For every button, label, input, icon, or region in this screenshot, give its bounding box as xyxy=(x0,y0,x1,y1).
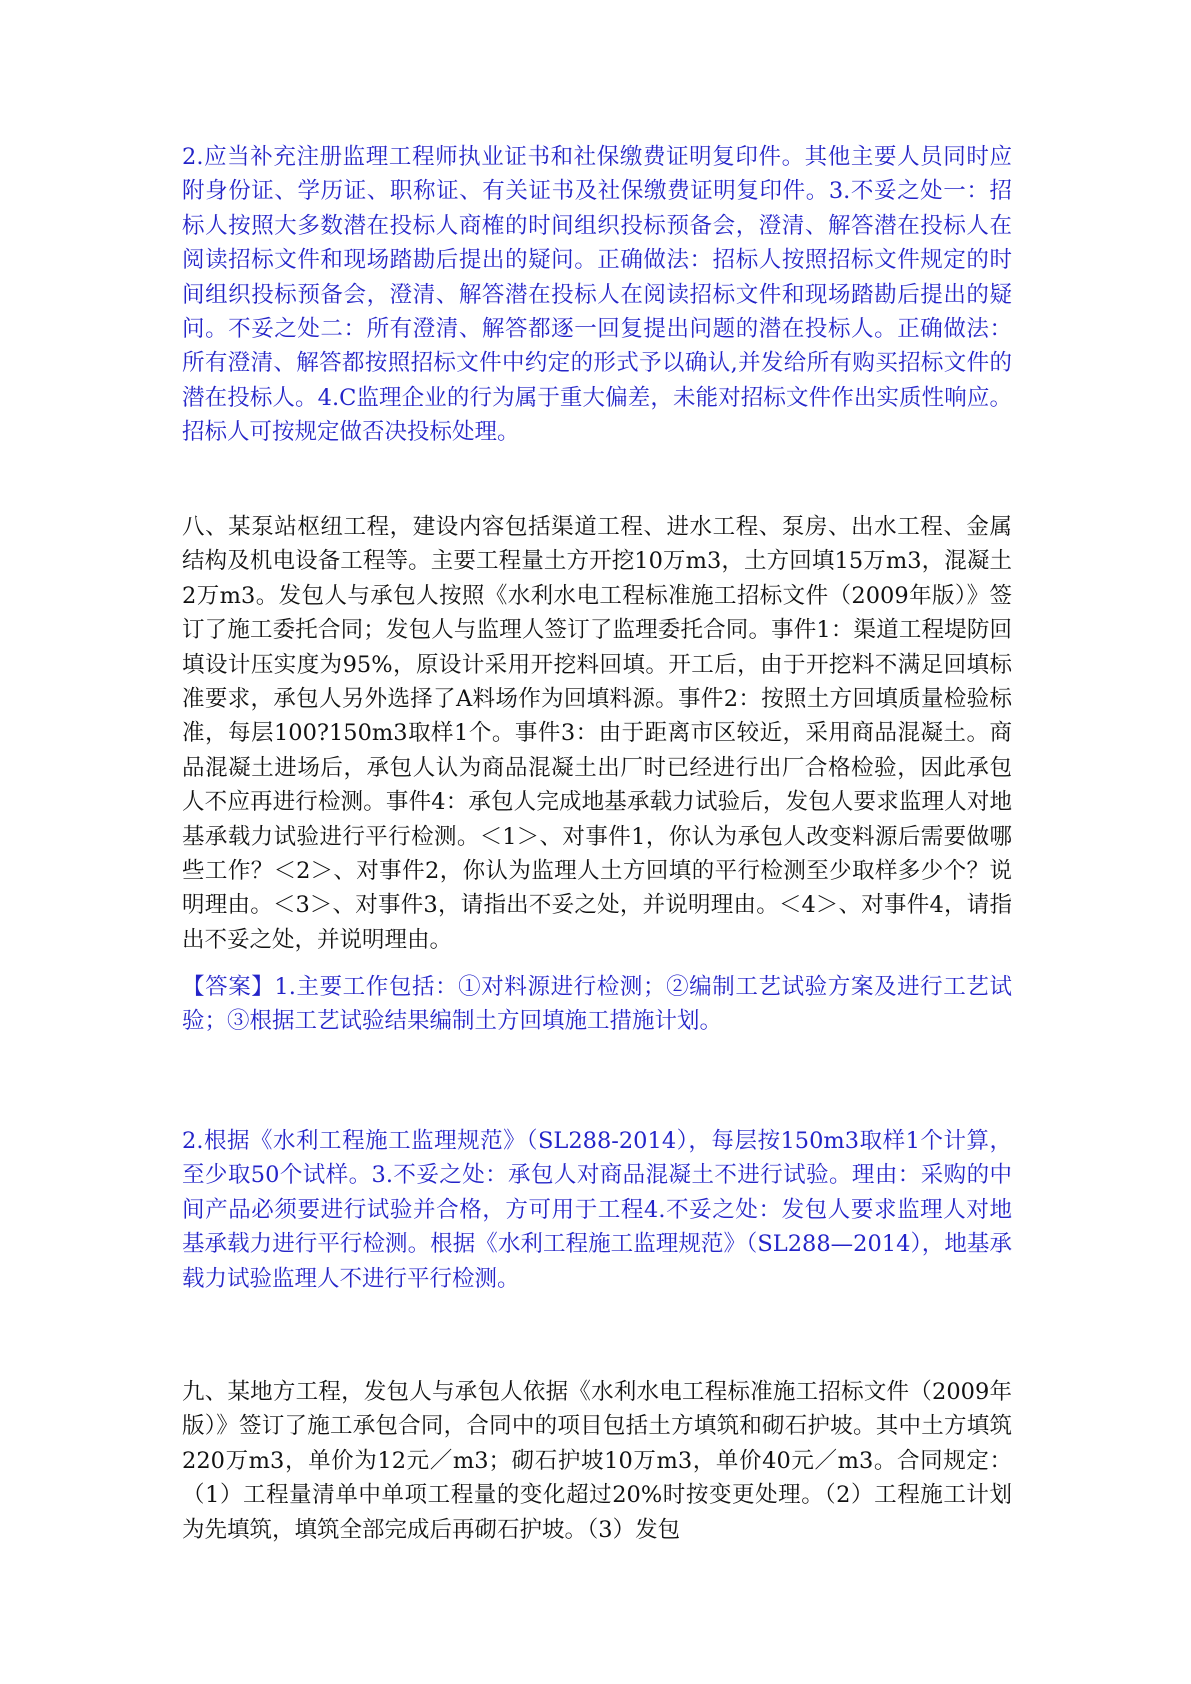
question-paragraph-9: 九、某地方工程，发包人与承包人依据《水利水电工程标准施工招标文件（2009年版）》签订了施工承包合同，合同中的项目包括土方填筑和砌石护坡。其中土方填筑220万m3，单价为12元／m3；砌石护坡10万m3，单价40元／m3。合同规定：（1）工程量清单中单项工程量的变化超过20%时按变更处理。（2）工程施工计划为先填筑，填筑全部完成后再砌石护坡。（3）发包 xyxy=(182,1379,1012,1543)
answer-paragraph-8-part2: 2.根据《水利工程施工监理规范》（SL288-2014），每层按150m3取样1个计算，至少取50个试样。3.不妥之处：承包人对商品混凝土不进行试验。理由：采购的中间产品必须要进行试验并合格，方可用于工程4.不妥之处：发包人要求监理人对地基承载力进行平行检测。根据《水利工程施工监理规范》（SL288—2014），地基承载力试验监理人不进行平行检测。 xyxy=(182,1128,1012,1292)
answer-paragraph-q7-continued: 2.应当补充注册监理工程师执业证书和社保缴费证明复印件。其他主要人员同时应附身份证、学历证、职称证、有关证书及社保缴费证明复印件。3.不妥之处一：招标人按照大多数潜在投标人商榷的时间组织投标预备会，澄清、解答潜在投标人在阅读招标文件和现场踏勘后提出的疑问。正确做法：招标人按照招标文件规定的时间组织投标预备会，澄清、解答潜在投标人在阅读招标文件和现场踏勘后提出的疑问。不妥之处二：所有澄清、解答都逐一回复提出问题的潜在投标人。正确做法：所有澄清、解答都按照招标文件中约定的形式予以确认,并发给所有购买招标文件的潜在投标人。4.C监理企业的行为属于重大偏差，未能对招标文件作出实质性响应。招标人可按规定做否决投标处理。 xyxy=(182,144,1012,446)
question-paragraph-8: 八、某泵站枢纽工程，建设内容包括渠道工程、进水工程、泵房、出水工程、金属结构及机电设备工程等。主要工程量土方开挖10万m3，土方回填15万m3，混凝土2万m3。发包人与承包人按照《水利水电工程标准施工招标文件（2009年版）》签订了施工委托合同；发包人与监理人签订了监理委托合同。事件1：渠道工程堤防回填设计压实度为95%，原设计采用开挖料回填。开工后，由于开挖料不满足回填标准要求，承包人另外选择了A料场作为回填料源。事件2：按照土方回填质量检验标准，每层100?150m3取样1个。事件3：由于距离市区较近，采用商品混凝土。商品混凝土进场后，承包人认为商品混凝土出厂时已经进行出厂合格检验，因此承包人不应再进行检测。事件4：承包人完成地基承载力试验后，发包人要求监理人对地基承载力试验进行平行检测。＜1＞、对事件1，你认为承包人改变料源后需要做哪些工作？＜2＞、对事件2，你认为监理人土方回填的平行检测至少取样多少个？说明理由。＜3＞、对事件3，请指出不妥之处，并说明理由。＜4＞、对事件4，请指出不妥之处，并说明理由。 xyxy=(182,514,1012,953)
answer-paragraph-8-part1: 【答案】1.主要工作包括：①对料源进行检测；②编制工艺试验方案及进行工艺试验；③根据工艺试验结果编制土方回填施工措施计划。 xyxy=(182,974,1012,1035)
